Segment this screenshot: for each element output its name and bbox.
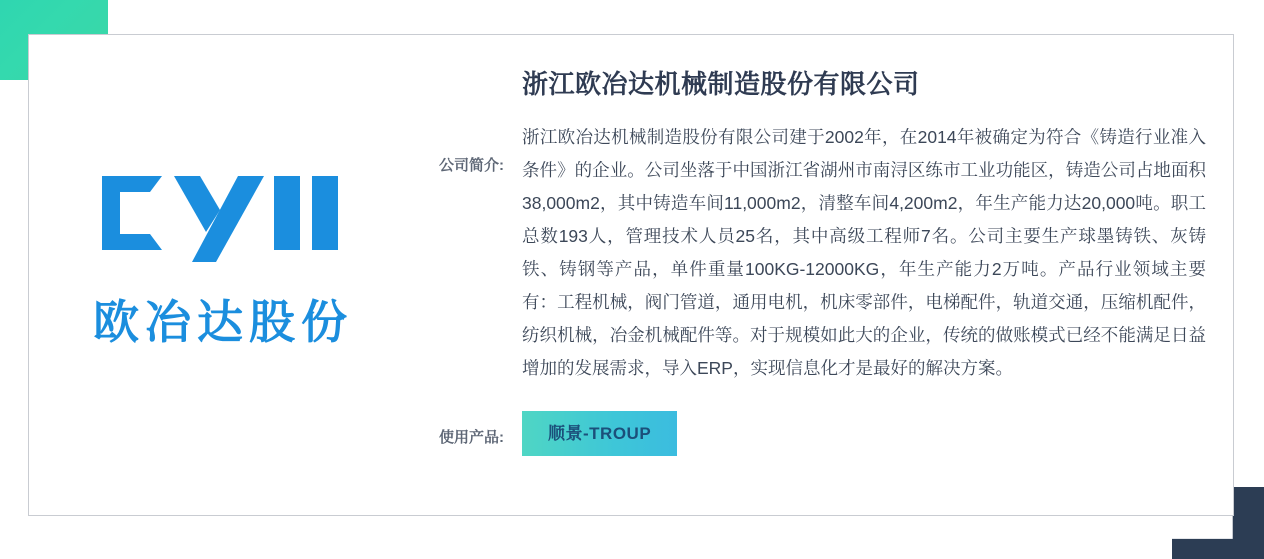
page-title: 浙江欧冶达机械制造股份有限公司: [522, 69, 920, 99]
company-intro-body: [522, 121, 1206, 385]
company-logo-panel: [28, 34, 418, 516]
company-intro-text: 浙江欧冶达机械制造股份有限公司建于2002年，在2014年被确定为符合《铸造行业准入条件》的企业。公司坐落于中国浙江省湖州市南浔区练市工业功能区，铸造公司占地面积38,000m2，其中铸造车间11,000m2，清整车间4,200m2，年生产能力达20,000吨。职工总数193人，管理技术人员25名，其中高级工程师7名。公司主要生产球墨铸铁、灰铸铁、铸钢等产品，单件重量100KG-12000KG，年生产能力2万吨。产品行业领域主要有：工程机械，阀门管道，通用电机，机床零部件，电梯配件，轨道交通，压缩机配件，纺织机械，冶金机械配件等。对于规模如此大的企业，传统的做账模式已经不能满足日益增加的发展需求，导入ERP，实现信息化才是最好的解决方案。: [522, 127, 1206, 378]
company-wordmark: 欧冶达股份: [93, 295, 353, 349]
company-card-content: [28, 34, 1234, 516]
company-product-body: [522, 411, 1206, 456]
company-product-row: [418, 411, 1206, 456]
company-info-panel: [418, 34, 1234, 516]
product-badge[interactable]: 顺景-TROUP: [522, 411, 677, 456]
company-intro-row: [418, 121, 1206, 385]
oyd-logo-mark-icon: [88, 158, 358, 268]
company-intro-label: 公司简介:: [439, 157, 504, 174]
company-product-label: 使用产品:: [439, 429, 504, 446]
